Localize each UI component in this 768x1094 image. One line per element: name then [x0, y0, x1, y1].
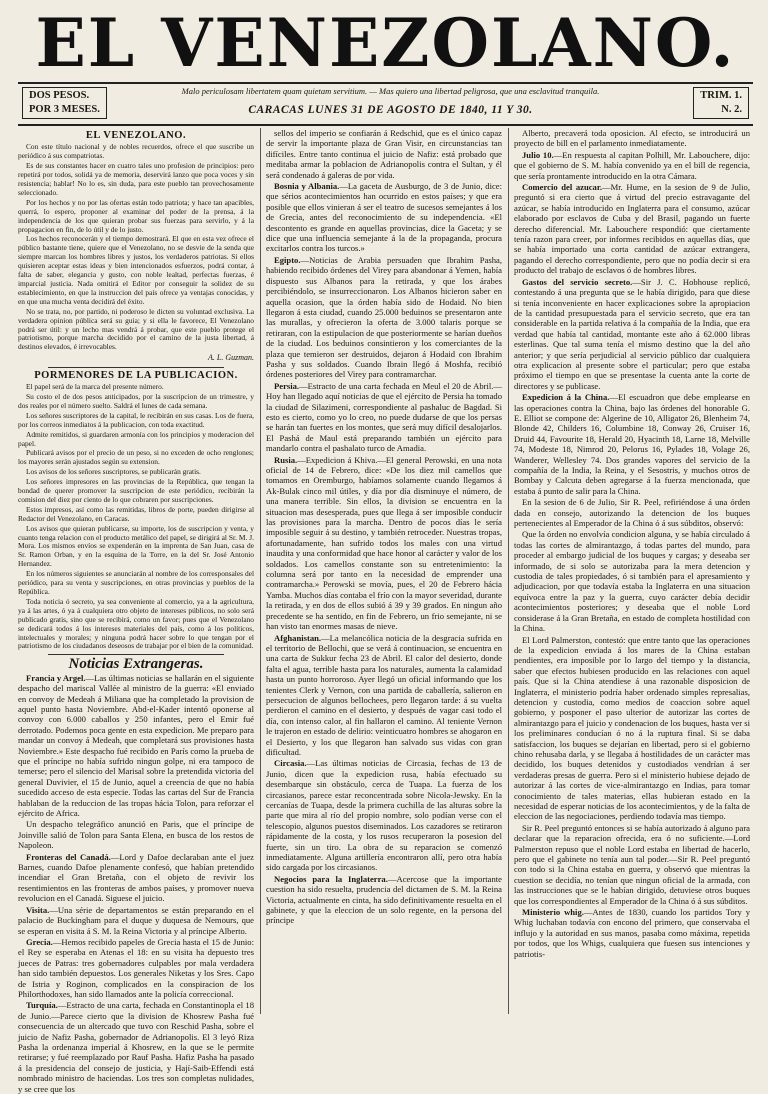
trimester-label: TRIM. 1.	[700, 90, 742, 101]
news-lead: Visita.	[26, 904, 50, 915]
news-text: —Estracto de una carta, fechada en Constantinopla el 18 de Junio.—Parece cierto que la division de Khosrew Pasha fué consecuencia de un altercado que tuvo con Reschid Pasha, sobre el juicio de Nafiz Pasha, gobernador de Adrianopolis. El 3 leyó Riza Pasha la ordenanza imperial á Khosrew, en la que se le permite retirarse; y fué reemplazado por Rauf Pasha. Hafiz Pasha ha pasado á la presidencia del consejo de justicia, y Hají-Saib-Effendi está nombrado ministro de haciendas. Los tres son completas nulidades, y se cree que los	[18, 1000, 254, 1094]
news-lead: Gastos del servicio secreto.	[522, 276, 633, 287]
news-text: En la sesion de 6 de Julio, Sir R. Peel, refiriéndose á una órden dada en consejo, autorizando la detencion de los buques pertenecientes al Emperador de la China ó á sus súbditos, observó:	[514, 497, 750, 529]
paragraph: Los señores impresores en las provincias de la República, que tengan la bondad de querer promover la suscripcion de este periódico, recibirán la comision del diez por ciento de lo que cobraren por suscripciones.	[18, 477, 254, 504]
news-text: —En respuesta al capitan Polhill, Mr. Labouchere, dijo: que el gobierno de S. M. había convenido ya en el bill de regencia, que sería prontamente introducido en la otra Cámara.	[514, 149, 750, 181]
news-item	[514, 907, 750, 959]
masthead-title: EL VENEZOLANO.	[35, 4, 736, 82]
news-lead: Francia y Argel.	[26, 672, 86, 683]
issue-date: CARACAS LUNES 31 DE AGOSTO DE 1840, 11 Y 30.	[248, 104, 533, 116]
paragraph: Los señores suscriptores de la capital, le recibirán en sus casas. Los de fuera, por los correos inmediatos á la publicacion, con toda exactitud.	[18, 410, 254, 429]
paragraph: En los números siguientes se anunciarán al nombre de los corresponsales del periódico, para su venta y suscripciones, en otras provincias y pueblos de la República.	[18, 569, 254, 596]
news-text: —El escuadron que debe emplearse en las operaciones contra la China, bajo las órdenes del honorable G. E. Elliot se compone de: Algerine de 10, Alligator 26, Blenheim 74, Blonde 42, Childers 16, Columbine 18, Conway 26, Cruiser 16, Druid 44, Favourite 18, Herald 20, Hyacinth 18, Larne 18, Melville 74, Modeste 18, Nimrod 20, Pelorus 16, Pylades 18, Volage 26, Wanderer, Wellesley 74. Dos grandes vapores del servicio de la compañía de la India, la Reina, y el Sesostris, y muchos otros de Bombay y Calcuta deben agregarse á la fuerza mencionada, que estaba á punto de salir para la China.	[514, 392, 751, 496]
paragraph: No se trata, no, por partido, ni poderoso le dicten su voluntad exclusiva. La verdadera opinion pública será su guia; y si ella le favorece, El Venezolano podrá ser útil: y un lecho mas vendrá á probar, que este pueblo protege el patriotismo, porque marcha decidido por el camino de la justa libertad, á destinos elevados, é irrevocables.	[18, 306, 254, 352]
news-item	[18, 1000, 254, 1094]
news-item	[18, 673, 254, 819]
news-text: El Lord Palmerston, contestó: que entre tanto que las operaciones de la expedicion enviada á los mares de la China estaban pendientes, era imposible por lo largo del tiempo y la distancia, saber que efectos hubiesen producido en las relaciones con aquel país. Que si la China atendiese á una razonable disposicion de Inglaterra, el ministerio podría haber ordenado simples represalias, detencion y custodia, como medios de coaccion sobre aquel gobierno, y posponer el paso ulterior de autorizar las cortes de almirantazgo para el juicio y condenacion de los buques, hasta ver si los preliminares conducían ó no á la ruptura final. Si se daba satisfaccion, los buques se dejarían en libertad, pero si el gobierno chino rehusaba darla, y se llegaba á hostilidades de un carácter mas decidido, los buques detenidos y custodiados vendrían á ser verdaderas presas de guerra. Pero si el ministerio hubiese dejado de autorizar á las cortes de vice-almirantazgo en Indias, para tomar conocimiento de tales materias, ellas hubieran estado en la necesidad de esperar noticias de los acontecimientos, y de la falta de eleccion de las negociaciones, perdiendo todavía mas tiempo.	[514, 634, 750, 822]
intro-article	[18, 143, 254, 352]
news-text: Sir R. Peel preguntó entonces si se había autorizado á alguno para declarar que la reparacion ofrecida, era ó no suficiente.—Lord Palmerston repuso que el noble Lord estaba en libertad de hacerlo, pero que el gabinete no tenía aun tal poder.—Sir R. Peel preguntó con todo si la China estaba en guerra, y observó que mientras la cuestion se decidía, no tenían que ningun oficial de la armada, con las instrucciones que se le habían dirigido, detuviese otros buques que los correspondientes al Emperador de la China ó á sus súbditos.	[514, 822, 750, 906]
news-text: —Estracto de una carta fechada en Meul el 20 de Abril.—Hoy han llegado aquí noticias de que el ejército de Persia ha tomado la ciudad de Silazimeni, correspondiente al pashaluc de Bagdad. Si esto es cierto, como yo lo creo, no puede dudarse de que los persas se harán tan fuertes en los montes, que será muy difícil desalojarlos. El Pashá de Maul está preparando también un ejército para mandarlo contra el pashalato turco de Amadia.	[266, 380, 502, 454]
news-lead: Julio 10.	[522, 149, 554, 160]
paragraph: El papel será de la marca del presente número.	[26, 382, 164, 392]
news-lead: Turquía.	[26, 1000, 58, 1011]
price-line: DOS PESOS.	[29, 90, 90, 101]
news-lead: Fronteras del Canadá.	[26, 851, 111, 862]
news-text: —Noticias de Arabia persuaden que Ibrahim Pasha, habiendo recibido órdenes del Virey para abandonar á Yemen, había dispuesto sus Albanos para la retirada, y que los árabes percibiéndolo, se insurreccionaron. Los Albanos hicieron saber en aquella ocasion, que la órden había sido de Hodaid. No bien llegaron á esta ciudad, cuando 25.000 beduinos se presentaron ante las murallas, y ofrecieron la oferta de 3.000 talaris porque se retiraran, con la estipulacion de que posteriormente se harían dueños de la ciudad. Los beduinos consintieron y los comerciantes de la plaza que temieron ser destruidos, dejaron á Hodaid con Ibrahim Pasha y sus soldados. Cuando Ibrain llegó á Moshfa, recibió órdenes posteriores del Virey para contramarchar.	[266, 254, 502, 380]
news-item	[266, 128, 502, 180]
news-item	[18, 937, 254, 999]
news-text: Que la órden no envolvía condicion alguna, y se había circulado á todas las cortes de almirantazgo, á todas partes del mundo, para proceder al embargo judicial de los buques y cargas; y deseaba ser informado, de si solo se autorizaba para la mera detencion y custodia de tales propiedades, ó si también para el apresamiento y adjudicacion, por que todavía estaba la Inglaterra en una situacion equívoca entre la paz y la guerra, cuyo carácter debía decidir acontecimientos posteriores; y deseaba que el noble Lord considerase á la Gran Bretaña, en estado de completa hostilidad con la China.	[514, 529, 750, 634]
info-bar	[18, 82, 753, 126]
news-text: —Acercose que la importante cuestion ha sido resuelta, prudencia del dictamen de S. M. la Reina Victoria, actualmente en cinta, ha sido definitivamente resuelta en el gabinete, y que la eleccion de un solo regente, en la persona del príncipe	[266, 873, 502, 926]
news-text: —Sir J. C. Hobhouse replicó, contestando á una pregunta que se le había dirigido, para que diese si tenía inconveniente en hacer explicaciones sobre la apropiacion de la cantidad presupuestada para el servicio secreto, que era tan considerable en la partida relativa á la compañía de la India, que era verdad que había tal cantidad, montante este año á 62.000 libras esterlinas. Que tal suma tenía el mismo destino que la del año anterior; y que sería perjudicial al servicio público dar cualquiera otra explicacion al presente sobre el particular; pero que estaba próximo el tiempo en que se presentase la cuenta ante la corte de directores y se publicase.	[514, 276, 750, 391]
column-2	[266, 128, 502, 1014]
paragraph: Su costo el de dos pesos anticipados, por la suscripcion de un trimestre, y dos reales por el número suelto. Saldrá el lunes de cada semana.	[18, 391, 254, 410]
news-lead: Afghanistan.	[274, 632, 322, 643]
paragraph: Estos impresos, así como las remitidas, libros de porte, pueden dirigirse al Redactor del Venezolano, en Caracas.	[18, 504, 254, 523]
price-box	[22, 87, 107, 119]
news-item	[514, 150, 750, 181]
publication-details	[18, 383, 254, 651]
news-item	[514, 128, 750, 149]
news-item	[514, 529, 750, 633]
paragraph: Admite remitidos, si guardaren armonía con los principios y moderacion del papel.	[18, 429, 254, 448]
section-title: PORMENORES DE LA PUBLICACION.	[34, 369, 238, 381]
news-text: —La melancólica noticia de la desgracia sufrida en el territorio de Bellochi, que se verá á continuacion, se encuentra en una carta de Sukkur fecha 23 de Abril. El calor del desierto, donde falta el agua, terrible hasta para los naturales, aumenta la calamidad hasta un punto horroroso. Ayer llegó un oficial informando que los tenientes Clerk y Vernon, con una partida de caballería, salieron en persecucion de algunos bellochees, pero llegaron tarde: á su vuelta perdieron el camino en el desierto, y después de vagar casi todo el día, con intenso calor, al fin hallaron el camino. Al teniente Vernon le trajeron en estado de delirio: veinticuatro hombres se ahogaron en el Desierto, y los que llegaron han salvado sus vidas con gran dificultad.	[266, 632, 502, 757]
column-divider	[508, 128, 509, 1014]
motto: Malo periculosam libertatem quam quietam servitium. — Mas quiero una libertad peligrosa, que una esclavitud tranquila.	[181, 86, 600, 96]
paragraph: Los hechos reconocerán y el tiempo demostrará. El que en esta vez ofrece el público bastante tiene, quiere que el Venezolano, no se desvie de la senda que siempre marcan los hombres libres y justos, los verdaderos patriotas. Si ellos quisieren aceptar estas ideas y bien intencionados esfuerzos, podrá contar, á falta de saber, elegancia y gusto, con noble lealtad, perfectas fuerzas, é imparcial justicia. Nada omitirá el Editor por conseguir la solidez de su establecimiento, en que la instruccion del país ofrece ya ventajas conocidas, y en que una mucha venta decidirá del éxito.	[18, 234, 254, 306]
issue-number: N. 2.	[721, 104, 742, 115]
news-text: —Expedicion á Khiva.—El general Perowski, en una nota oficial de 14 de Febrero, dice: «De los diez mil camellos que tomamos en Oremburgo, habíamos solamente cuando llegamos á Ak-Bulak cinco mil útiles, y día por día disminuye el número, de una manera terrible. Sin ellos, la division se encuentra en la situacion mas desesperada, pues que llega á ser imposible conducir las provisiones para la marcha. Dentro de pocos días le sería imposible seguir á su destino, y también retroceder. Nuestras tropas, afortunadamente, han sufrido todos los males con una virtud inaudita y una conformidad que hace honor al carácter y valor de los soldados. Los camellos constante son su entretenimiento: la columna será por tanto en la necesidad de emprender una contramarcha.» Perowski se movía, pues, el 20 de Febrero hácia Yamba. Muchos días contaba el frío con la mayor severidad, durante la retirada, y en dos de ellos subió á 39 y 39 grados. En ningun año precedente se ha sentido, en fin de Febrero, un frio semejante, ni se han visto tan enormes masas de nieve.	[266, 454, 502, 632]
news-item	[266, 874, 502, 926]
news-lead: Expedicion á la China.	[522, 392, 610, 403]
news-item	[266, 255, 502, 380]
news-lead: Egipto.	[274, 254, 301, 265]
news-text: Alberto, precaverá toda oposicion. Al efecto, se introducirá un proyecto de bill en el parlamento inmediatamente.	[514, 128, 750, 149]
news-text: —Antes de 1830, cuando los partidos Tory y Whig luchaban todavía con encono del primero, que conservaba el influjo y la autoridad en sus manos, pasaba como máxima, repetida por todos, que los Whigs, cualquiera que fuesen sus intenciones y patriotis-	[514, 907, 750, 959]
issue-box	[693, 87, 749, 119]
news-text: —Las últimas noticias se hallarán en el siguiente despacho del mariscal Vallée al ministro de la guerra: «El enviado en convoy de Medeah á Miliana que ha completado la provision de aquel punto hasta Noviembre. Abd-el-Kader intentó oponerse al convoy con 6.000 caballos y 250 infantes, pero el Emir fué derrotado. Podemos poca gente en esta expedicion. Me preparo para mandar un convoy á Medeah, que completará sus provisiones hasta Noviembre.» Este despacho fué recibido en París como la prueba de que el príncipe no había sufrido ningun golpe, ni era tampoco de temerse; pero el silencio del Marisal sobre la pretendida victoria del general Duvivier, el 15 de Junio, aquel a creencia de que no había sucedido acceso de esta especie. Todas las cartas del Sur de Francia hablaban de la reduccion de las tropas hácia Tolon, para reforzar el ejército de Africa.	[18, 672, 254, 819]
section-title: Noticias Extrangeras.	[68, 656, 204, 673]
divider	[48, 654, 224, 655]
news-item	[514, 277, 750, 391]
column-1	[18, 128, 254, 1094]
news-item	[266, 455, 502, 632]
news-item	[18, 819, 254, 850]
news-lead: Ministerio whig.	[522, 907, 584, 918]
paragraph: Con este título nacional y de nobles recuerdos, ofrece el que suscribe un periódico á sus compatriotas.	[18, 142, 254, 161]
news-item	[18, 852, 254, 904]
news-lead: Rusia.	[274, 454, 298, 465]
column-divider	[260, 128, 261, 1014]
paragraph: Toda noticia ó secreto, ya sea conveniente al comercio, ya a la agricultura, ya á las artes, ó ya á cualquiera otro objeto de intereses públicos, no solo será publicado gratis, sino que se recibirá, como un favor; pues que el Venezolano se dedicará todos á los intereses materiales del país, como á los políticos, intelectuales y morales; y ninguna podrá hacer sobre lo que tengan por el patriotismo de los ciudadanos deseosos de trabajar por el bien de la comunidad.	[18, 596, 254, 651]
foreign-news	[18, 673, 254, 1094]
news-text: —La gaceta de Ausburgo, de 3 de Junio, dice: que sérios acontecimientos han ocurrido en estos países; y que era posible que ellos vinieran á ser el teatro de sucesos semejantes á los de Grecia, antes del reconocimiento de su independencia. «El descontento es grande en aquellas provincias, dice la Gaceta; y se dice que una influencia semejante á la de la propaganda, procura excitarlos contra los turcos.»	[266, 181, 502, 254]
news-text: —Lord y Dafoe declaraban ante el juez Barnes, cuando Dafoe plenamente confesó, que habían pretendido incendiar el Gran Bretaña, con el objeto de revivir los resentimientos en las fronteras de ambos países, y promover nueva revolucion en el Canadá. Siguese el juicio.	[18, 851, 254, 904]
divider	[48, 367, 224, 368]
paragraph: Los avisos que quieran publicarse, su importe, los de suscripcion y venta, y cuanto tenga relacion con el producto metálico del papel, se dirigirá al Sr. M. J. Mora. Los mismos envíos se expenderán en la imprenta de San Juan, casa de Sr. Ramon Orban, y en la esquina de la Torre, en la del Sr. José Antonio Hernandez.	[18, 523, 254, 569]
news-item	[266, 381, 502, 454]
news-item	[514, 392, 750, 496]
news-item	[266, 758, 502, 872]
news-text: —Las últimas noticias de Circasia, fechas de 13 de Junio, dicen que la expedicion rusa, había efectuado su desembarque sin obstáculo, cerca de Tuapa. La fuerza de los circasianos, parece estar reconcentrada sobre Nicola-Jewsky. En la cercanías de Tuapa, desde la primera cuchilla de las alturas sobre la parte que mira al río del propio nombre, solo podían verse con el telescopio, algunos puestos diseminados. Los cazadores se retiraron rápidamente de la costa, y los rusos recuperaron la posesion del fuerte, sin un tiro. La obra de su reparacion se comenzó inmediatamente. Alguna artillería encontraron allí, pero otra había sido cargada por los circasianos.	[266, 758, 502, 873]
news-lead: Negocios para la Inglaterra.	[274, 873, 388, 884]
paragraph: Publicará avisos por el precio de un peso, si no exceden de ocho renglones; los mayores serán ajustados según su extension.	[18, 448, 254, 467]
paragraph: Es de sus constantes hacer en cuatro tales uno profesion de principios: pero repetirá por todos, solidá ya de memoria, deservirá lanzo que poca voces y sin resistencia; hablar! No lo es, sin duda, para este pueblo tan provechosamente seleccionado.	[18, 161, 254, 197]
news-lead: Comercio del azucar.	[522, 182, 603, 193]
news-text: —Hemos recibido papeles de Grecia hasta el 15 de Junio: el Rey se esperaba en Atenas el 18: en su visita ha depuesto tres jueces de Patras: tres gobernadores culpables por mala verdadera han sido también depuestos. Los generales Niketas y los Sres. Capo de Istria y Roginon, complicados en la conspiracion de los Philorthodoxes, han sido llamados ante la policía correccional.	[18, 936, 254, 999]
article-columns	[18, 128, 753, 1094]
signature: A. L. Guzman.	[207, 353, 254, 363]
news-item	[514, 497, 750, 528]
section-title: EL VENEZOLANO.	[85, 130, 187, 141]
news-item	[514, 823, 750, 906]
news-item	[514, 635, 750, 822]
news-text: —Una série de departamentos se están preparando en el palacio de Buckingham para el duque y duquesa de Nemours, que se esperan en visita á S. M. la Reina Victoria y al príncipe Alberto.	[18, 904, 254, 936]
newspaper-page	[18, 4, 753, 1094]
news-text: sellos del imperio se confiarán á Redschid, que es el único capaz de servir la importante plaza de Gran Visir, en circunstancias tan difíciles. Entre tanto continua el juicio de Nafiz: está probado que meditaba armar la poblacion de Adrianopolis contra el Sultan, y él será condenado á galeras de por vida.	[266, 128, 502, 180]
news-text: Un despacho telegráfico anunció en Paris, que el príncipe de Joinville salió de Tolon para Santa Elena, en busca de los restos de Napoleon.	[18, 819, 254, 851]
news-item	[514, 182, 750, 276]
period-line: POR 3 MESES.	[29, 104, 100, 115]
news-lead: Bosnia y Albania.	[274, 181, 340, 192]
paragraph: Los avisos de los señores suscriptores, se publicarán gratis.	[26, 467, 201, 477]
column-3	[514, 128, 750, 1014]
news-lead: Grecia.	[26, 936, 53, 947]
news-item	[266, 633, 502, 758]
news-text: —Mr. Hume, en la sesion de 9 de Julio, preguntó si era cierto que á virtud del precio estravagante del azúcar, se había introducido en Inglaterra para el consumo, azúcar elaborado por esclavos de Cuba y del Brasil, pagando un fuerte derecho diferencial. Mr. Labouchere respondió: que ciertamente tenía razon para creer, por informes recibidos en aquellas días, que se había importado una corta cantidad de azúcar extrangera, pagando el derecho correspondiente, pero que no podía decir si era producto del trabajo de esclavos ó de hombres libres.	[514, 182, 750, 276]
paragraph: Por los hechos y no por las ofertas están todo patriota; y hace tan apacibles, querrá, lo espero, proponer al examinar del poder de la prensa, á la independencia de los que quieran probar sus fuerzas para servirlo, y á la propagacion en fin, de lo útil y de lo justo.	[18, 197, 254, 234]
news-item	[266, 181, 502, 254]
news-item	[18, 905, 254, 936]
news-lead: Circasia.	[274, 758, 307, 769]
news-lead: Persia.	[274, 380, 300, 391]
